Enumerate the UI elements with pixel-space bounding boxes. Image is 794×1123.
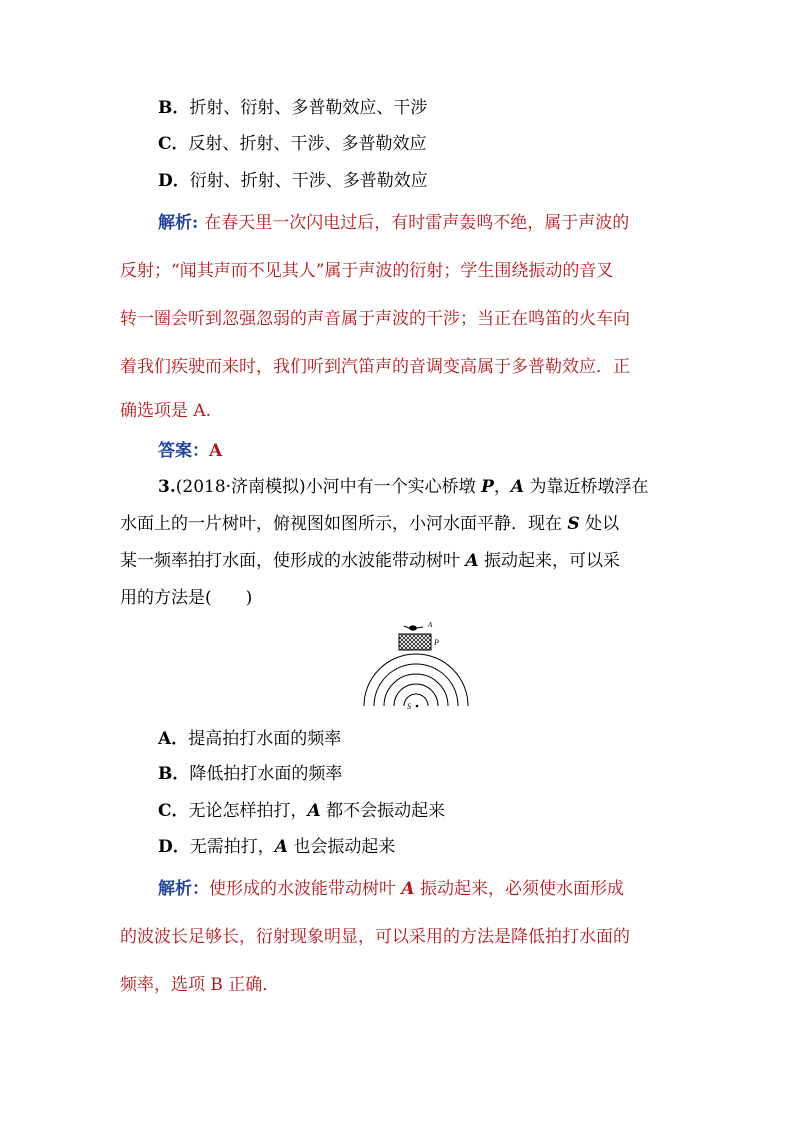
option-text: 也会振动起来	[287, 837, 396, 857]
q3-stem-line-4: 用的方法是( )	[120, 588, 253, 608]
q3-analysis-line-2: 的波波长足够长，衍射现象明显，可以采用的方法是降低拍打水面的	[120, 927, 630, 947]
question-source: (2018·济南模拟)	[175, 477, 306, 497]
option-text: 衍射、折射、干涉、多普勒效应	[189, 171, 428, 191]
wave-arc-2	[374, 664, 458, 706]
wave-circles	[364, 654, 468, 706]
q3-option-c	[158, 800, 445, 822]
q3-option-a	[158, 728, 341, 750]
q2-option-c	[158, 133, 427, 155]
analysis-colon: ：	[192, 879, 209, 899]
question-number: 3.	[158, 477, 176, 497]
option-text: 都不会振动起来	[320, 801, 446, 821]
analysis-colon: :	[192, 213, 199, 233]
stem-text: 为靠近桥墩浮在	[524, 477, 649, 497]
stem-text: 小河中有一个实心桥墩	[305, 477, 482, 497]
q2-analysis-line-2: 反射；“闻其声而不见其人”属于声波的衍射；学生围绕振动的音叉	[120, 261, 614, 281]
label-p: P	[434, 638, 439, 647]
option-letter: A．	[158, 729, 189, 749]
wave-arc-3	[384, 674, 448, 706]
q2-option-d	[158, 170, 428, 192]
q3-analysis-line-1	[158, 878, 624, 900]
leaf-a-icon	[404, 625, 423, 630]
answer-label: 答案	[158, 441, 192, 461]
option-letter: B．	[158, 98, 190, 118]
option-text: 反射、折射、干涉、多普勒效应	[188, 134, 427, 154]
option-text: 折射、衍射、多普勒效应、干涉	[189, 98, 428, 118]
q2-analysis-line-4: 着我们疾驶而来时，我们听到汽笛声的音调变高属于多普勒效应．正	[120, 357, 630, 377]
source-point-s	[416, 705, 419, 708]
stem-text: 振动起来，可以采	[478, 551, 621, 571]
stem-text: 某一频率拍打水面，使形成的水波能带动树叶	[120, 551, 466, 571]
option-letter: C．	[158, 134, 189, 154]
stem-text: ，	[493, 477, 511, 497]
analysis-label: 解析	[158, 879, 192, 899]
var-a: A	[401, 879, 415, 899]
stem-text: 处以	[579, 514, 620, 534]
q2-answer	[158, 440, 222, 462]
option-text: 提高拍打水面的频率	[188, 729, 342, 749]
q2-option-b	[158, 97, 427, 119]
analysis-text: 使形成的水波能带动树叶	[209, 879, 402, 899]
analysis-text: 振动起来，必须使水面形成	[414, 879, 625, 899]
label-a: A	[428, 621, 433, 629]
q3-option-b	[158, 763, 342, 785]
answer-value: A	[209, 441, 223, 461]
q2-analysis-line-3: 转一圈会听到忽强忽弱的声音属于声波的干涉；当正在鸣笛的火车向	[120, 309, 630, 329]
option-text: 降低拍打水面的频率	[189, 764, 343, 784]
answer-colon: ：	[192, 441, 209, 461]
analysis-label: 解析	[158, 213, 192, 233]
var-a: A	[307, 801, 321, 821]
q3-stem-line-1	[158, 476, 649, 498]
river-pier-figure	[360, 618, 472, 712]
var-p: P	[481, 477, 494, 497]
option-letter: B．	[158, 764, 190, 784]
q3-stem-line-3	[120, 550, 620, 572]
option-letter: C．	[158, 801, 189, 821]
q2-analysis-line-5: 确选项是 A.	[120, 401, 212, 421]
stem-text: 水面上的一片树叶，俯视图如图所示，小河水面平静．现在	[120, 514, 568, 534]
option-text: 无需拍打，	[189, 837, 275, 857]
var-a: A	[274, 837, 288, 857]
var-s: S	[567, 514, 580, 534]
q3-stem-line-2	[120, 513, 619, 535]
var-a: A	[465, 551, 479, 571]
wave-arc-4	[394, 684, 438, 706]
pier-p	[399, 634, 431, 650]
analysis-text: 在春天里一次闪电过后，有时雷声轰鸣不绝，属于声波的	[204, 213, 630, 233]
label-s: S	[407, 702, 411, 711]
option-text: 无论怎样拍打，	[188, 801, 308, 821]
wave-arc-outer	[364, 654, 468, 706]
option-letter: D．	[158, 837, 190, 857]
option-letter: D．	[158, 171, 190, 191]
var-a: A	[510, 477, 525, 497]
q3-analysis-line-3: 频率，选项 B 正确．	[120, 975, 280, 995]
q3-option-d	[158, 836, 395, 858]
q2-analysis-line-1	[158, 212, 629, 234]
